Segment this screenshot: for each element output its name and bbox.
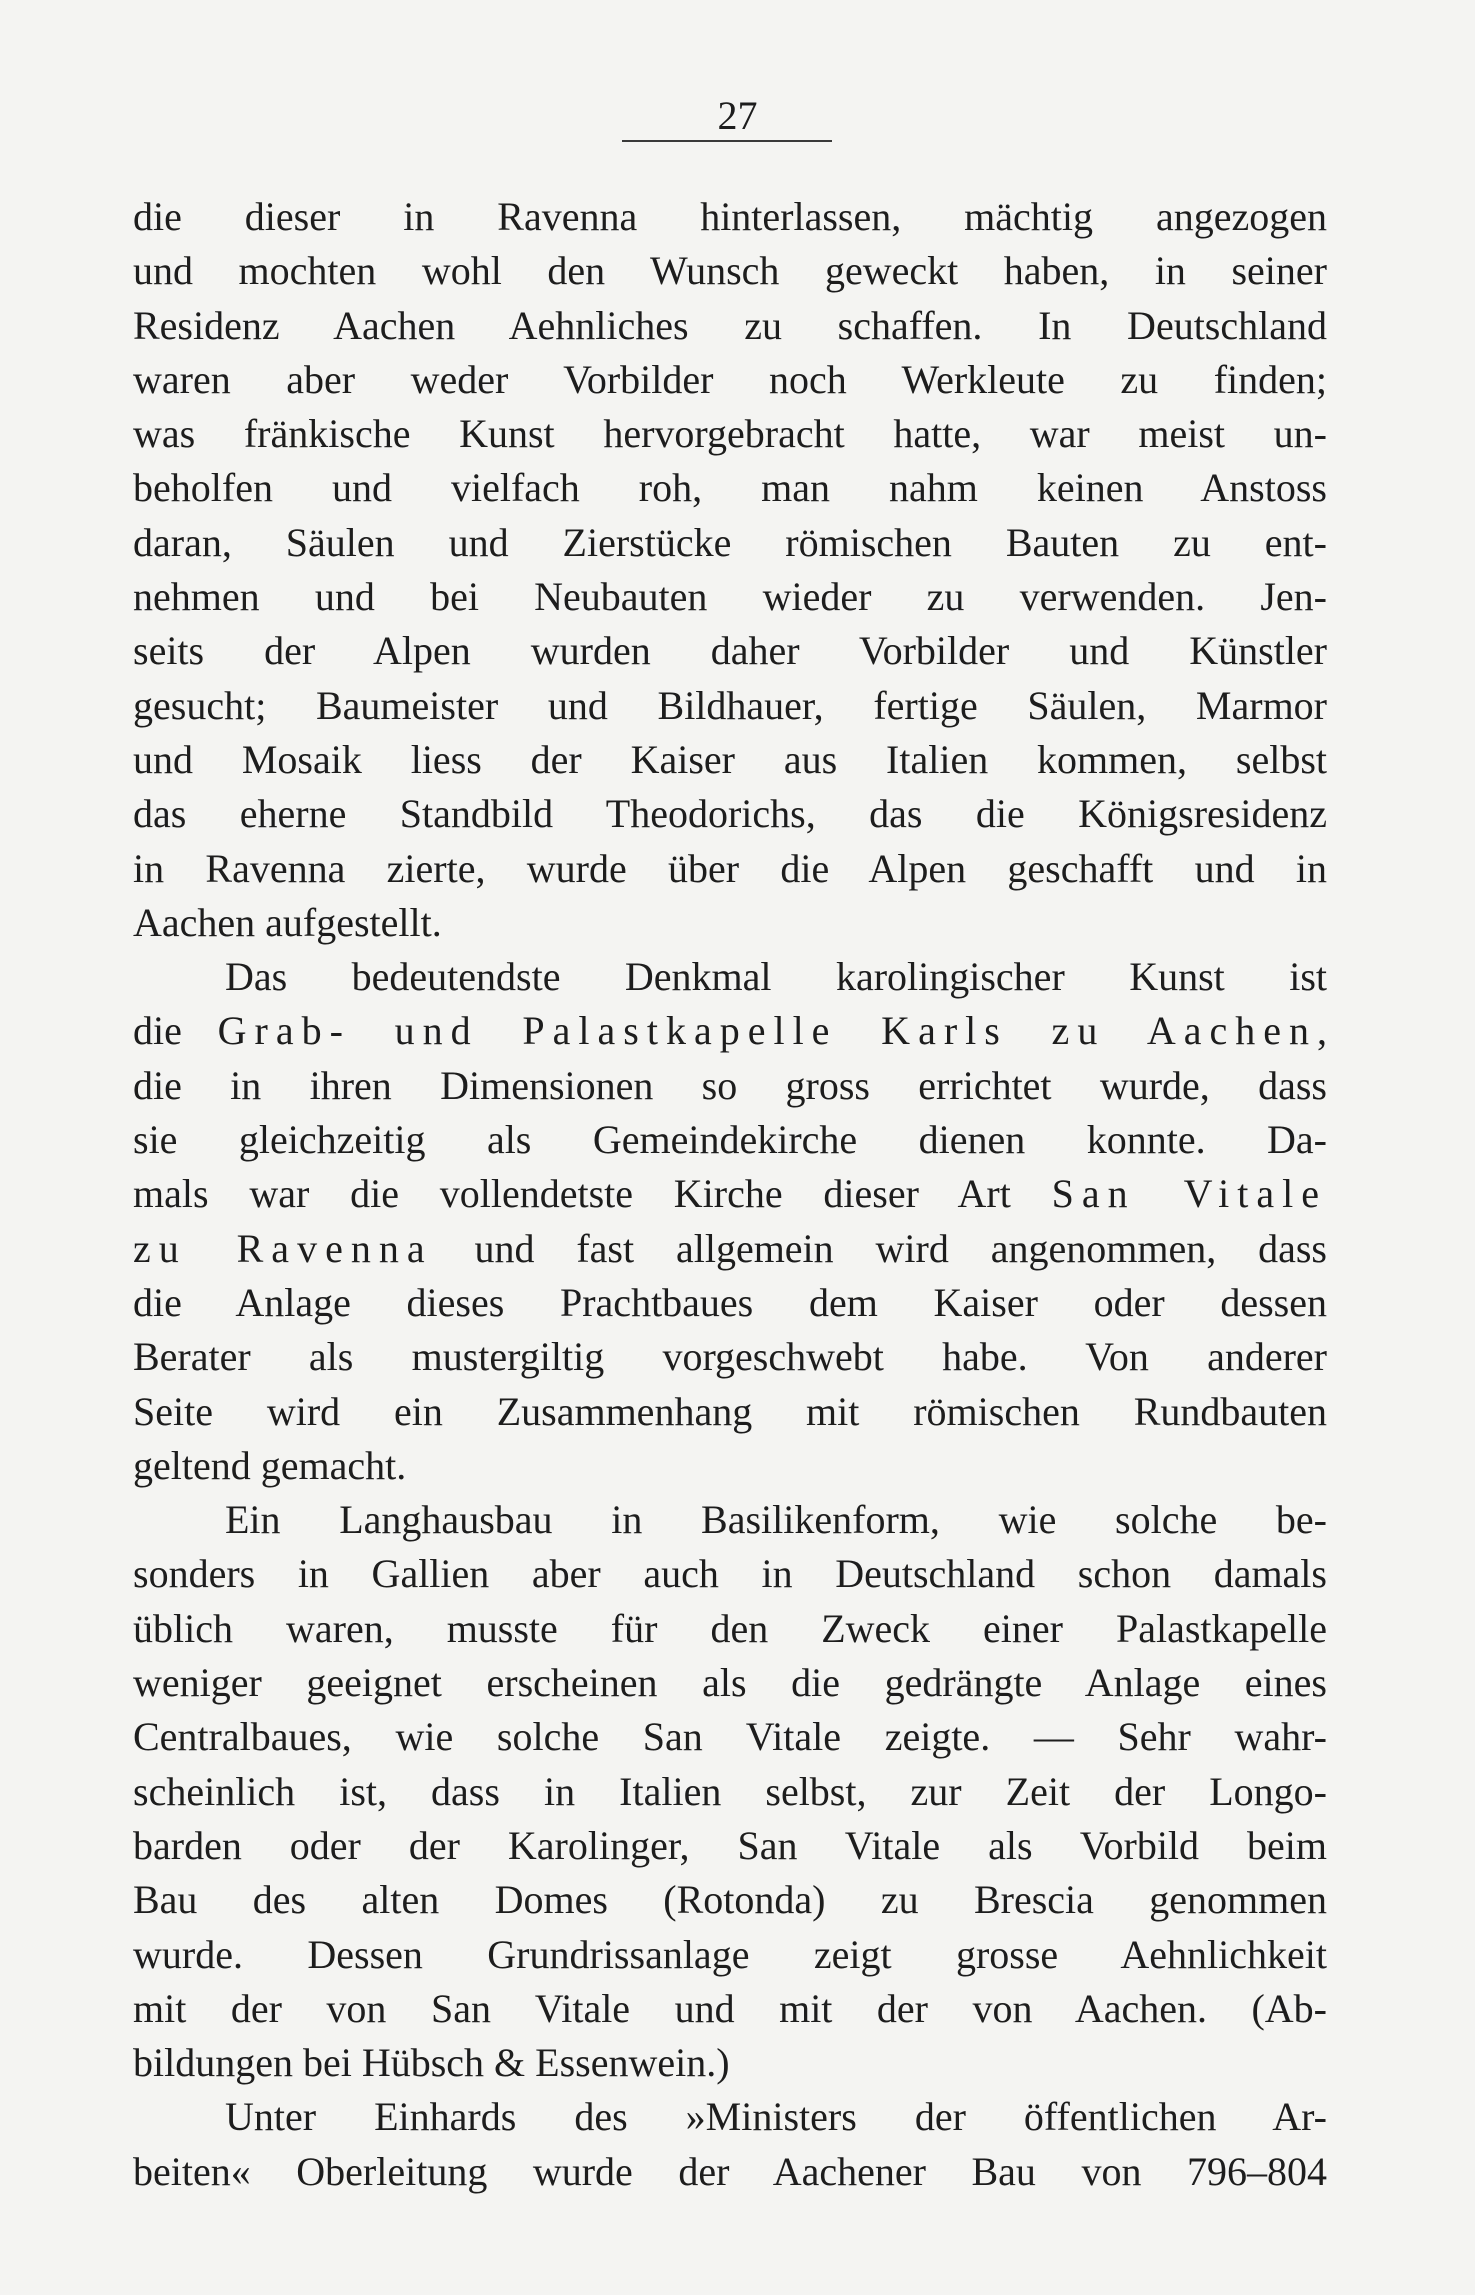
spaced-emphasis: Grab- und Palastkapelle Karls zu Aachen — [217, 1008, 1318, 1054]
spaced-emphasis: San Vitale — [1051, 1171, 1328, 1217]
text-segment: die — [133, 1008, 218, 1054]
text-line: Seite wird ein Zusammenhang mit römischen Rundbauten — [133, 1388, 1327, 1434]
text-line: gesucht; Baumeister und Bildhauer, fertige Säulen, Marmor — [133, 682, 1327, 728]
text-segment: , — [1317, 1008, 1328, 1054]
text-line: üblich waren, musste für den Zweck einer Palastkapelle — [133, 1605, 1327, 1651]
text-line: sie gleichzeitig als Gemeindekirche dienen konnte. Da- — [133, 1117, 1327, 1163]
header-rule — [622, 140, 832, 142]
text-line: daran, Säulen und Zierstücke römischen Bauten zu ent- — [133, 519, 1327, 565]
text-line: sonders in Gallien aber auch in Deutschland schon damals — [133, 1551, 1327, 1597]
text-line: in Ravenna zierte, wurde über die Alpen geschafft und in — [133, 845, 1327, 891]
page-number: 27 — [717, 93, 758, 138]
spaced-emphasis: zu Ravenna — [133, 1225, 433, 1271]
text-line: Aachen aufgestellt. — [133, 899, 442, 945]
text-line: wurde. Dessen Grundrissanlage zeigt grosse Aehnlichkeit — [133, 1931, 1327, 1977]
text-line: barden oder der Karolinger, San Vitale als Vorbild beim — [133, 1822, 1327, 1868]
text-line: Ein Langhausbau in Basilikenform, wie solche be- — [225, 1497, 1327, 1543]
text-line: das eherne Standbild Theodorichs, das die Königsresidenz — [133, 791, 1327, 837]
text-line: Berater als mustergiltig vorgeschwebt habe. Von anderer — [133, 1334, 1327, 1380]
text-line: Das bedeutendste Denkmal karolingischer Kunst ist — [225, 954, 1327, 1000]
text-line — [133, 1222, 1327, 1276]
text-line: seits der Alpen wurden daher Vorbilder und Künstler — [133, 628, 1327, 674]
text-line: geltend gemacht. — [133, 1442, 407, 1488]
text-segment: und fast allgemein wird angenommen, dass — [432, 1225, 1327, 1271]
text-line: beiten« Oberleitung wurde der Aachener Bau von 796–804 — [133, 2148, 1327, 2194]
text-line: Unter Einhards des »Ministers der öffentlichen Ar- — [225, 2094, 1327, 2140]
text-line: nehmen und bei Neubauten wieder zu verwenden. Jen- — [133, 574, 1327, 620]
text-line: die Anlage dieses Prachtbaues dem Kaiser oder dessen — [133, 1279, 1327, 1325]
text-line: weniger geeignet erscheinen als die gedrängte Anlage eines — [133, 1660, 1327, 1706]
text-line: die in ihren Dimensionen so gross errichtet wurde, dass — [133, 1062, 1327, 1108]
text-line — [133, 1167, 1327, 1221]
body-text — [133, 190, 1327, 2199]
text-line: Bau des alten Domes (Rotonda) zu Brescia genommen — [133, 1877, 1327, 1923]
text-line: scheinlich ist, dass in Italien selbst, zur Zeit der Longo- — [133, 1768, 1327, 1814]
text-line: und Mosaik liess der Kaiser aus Italien kommen, selbst — [133, 736, 1327, 782]
text-line: und mochten wohl den Wunsch geweckt haben, in seiner — [133, 248, 1327, 294]
text-line: bildungen bei Hübsch & Essenwein.) — [133, 2040, 730, 2086]
text-line: die dieser in Ravenna hinterlassen, mächtig angezogen — [133, 194, 1327, 239]
text-line: beholfen und vielfach roh, man nahm keinen Anstoss — [133, 465, 1327, 511]
text-line: was fränkische Kunst hervorgebracht hatte, war meist un- — [133, 411, 1327, 457]
text-segment: mals war die vollendetste Kirche dieser Art — [133, 1171, 1052, 1217]
text-line: mit der von San Vitale und mit der von Aachen. (Ab- — [133, 1985, 1327, 2031]
text-line: Residenz Aachen Aehnliches zu schaffen. In Deutschland — [133, 302, 1327, 348]
text-line — [133, 1004, 1327, 1058]
text-line: waren aber weder Vorbilder noch Werkleute zu finden; — [133, 356, 1327, 402]
text-line: Centralbaues, wie solche San Vitale zeigte. — Sehr wahr- — [133, 1714, 1327, 1760]
